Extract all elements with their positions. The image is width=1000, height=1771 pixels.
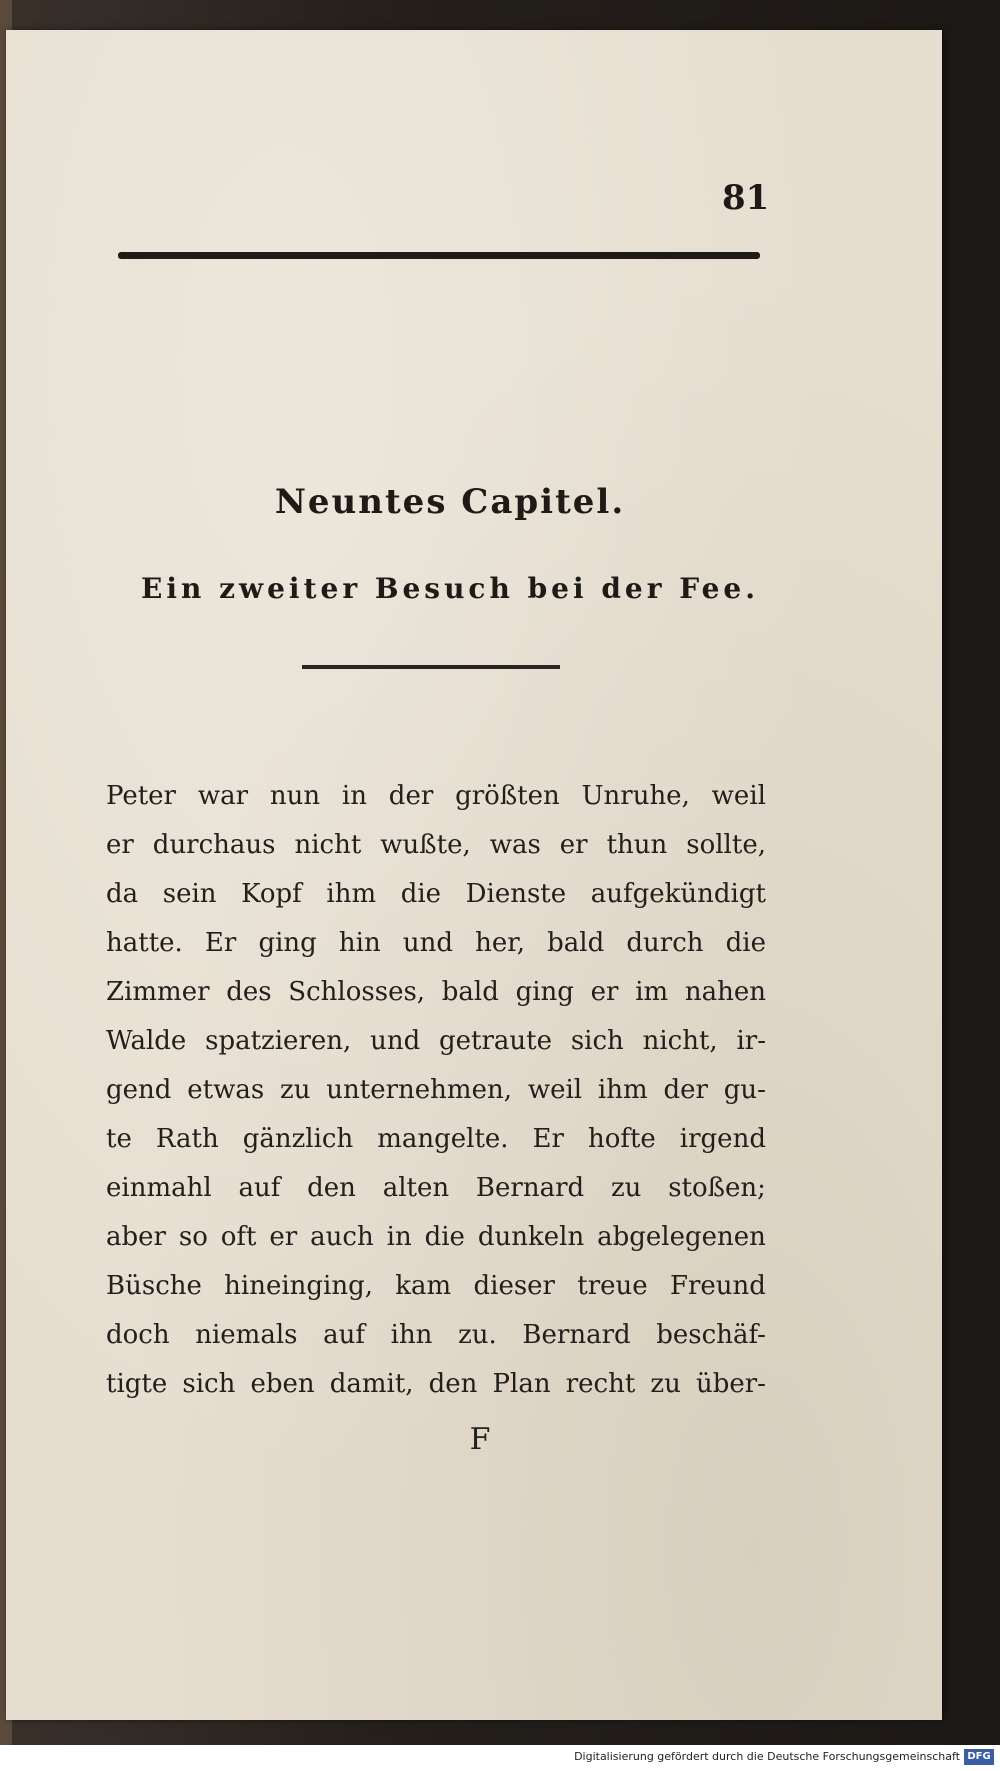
body-line: Peter war nun in der größten Unruhe, weil — [106, 781, 766, 811]
body-line: aber so oft er auch in die dunkeln abgelegenen — [106, 1222, 766, 1252]
body-line: doch niemals auf ihn zu. Bernard beschäf- — [106, 1320, 766, 1350]
chapter-title: Neuntes Capitel. — [274, 482, 626, 522]
header-rule — [118, 252, 760, 259]
body-line: Walde spatzieren, und getraute sich nicht, ir- — [106, 1026, 766, 1056]
funding-notice: Digitalisierung gefördert durch die Deutsche Forschungsgemeinschaft — [574, 1750, 960, 1763]
body-line: er durchaus nicht wußte, was er thun sollte, — [106, 830, 766, 860]
body-line: gend etwas zu unternehmen, weil ihm der gu- — [106, 1075, 766, 1105]
section-divider — [302, 665, 560, 669]
dfg-logo: DFG — [964, 1749, 994, 1765]
body-text — [106, 772, 766, 1409]
catchword: F — [469, 1422, 491, 1457]
body-line: hatte. Er ging hin und her, bald durch die — [106, 928, 766, 958]
footer-bar — [0, 1745, 1000, 1771]
body-line: te Rath gänzlich mangelte. Er hofte irgend — [106, 1124, 766, 1154]
body-line: einmahl auf den alten Bernard zu stoßen; — [106, 1173, 766, 1203]
chapter-subtitle: Ein zweiter Besuch bei der Fee. — [141, 572, 759, 605]
body-line: tigte sich eben damit, den Plan recht zu über- — [106, 1369, 766, 1399]
body-line: Zimmer des Schlosses, bald ging er im nahen — [106, 977, 766, 1007]
body-line: Büsche hineinging, kam dieser treue Freund — [106, 1271, 766, 1301]
page-number: 81 — [722, 178, 770, 218]
body-line: da sein Kopf ihm die Dienste aufgekündigt — [106, 879, 766, 909]
